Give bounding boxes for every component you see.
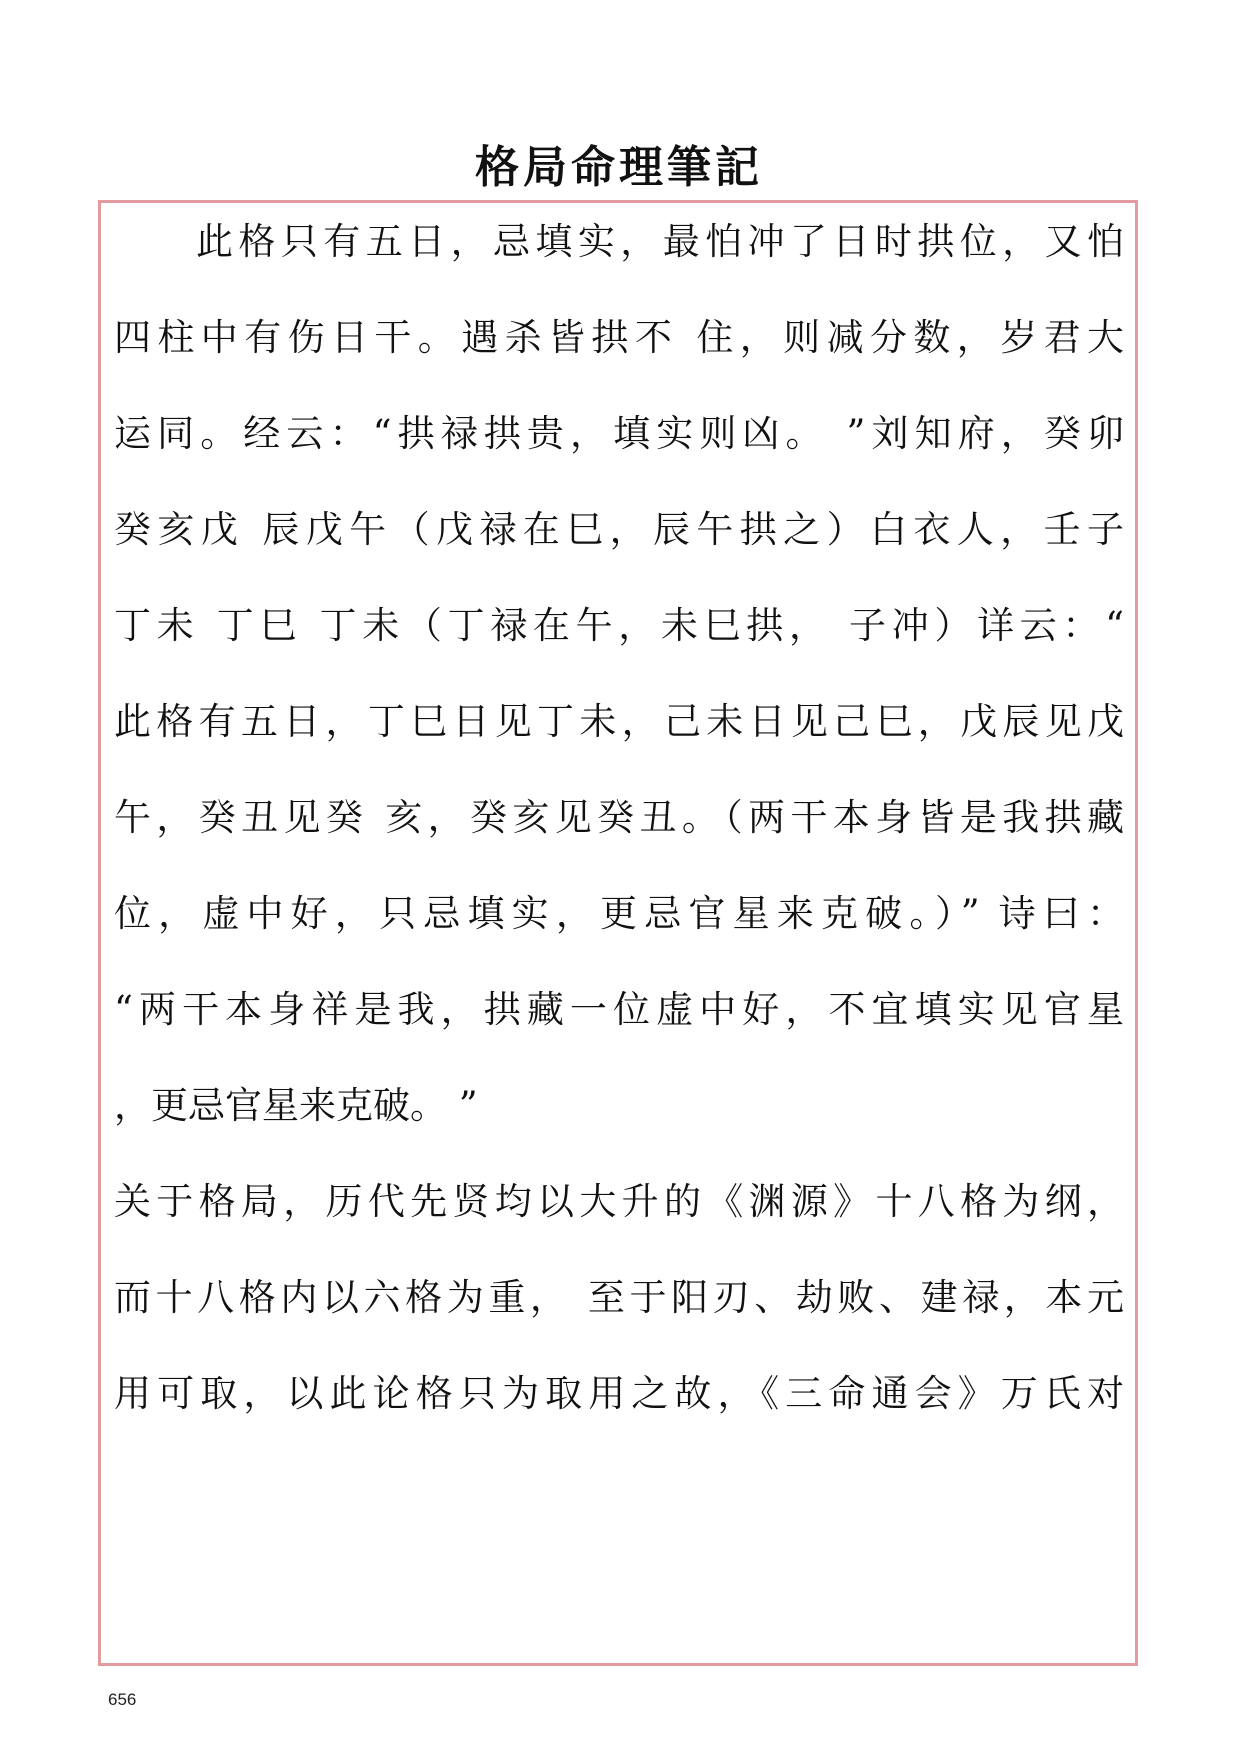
text-line: 而十八格内以六格为重， 至于阳刃、劫败、建禄，本元 xyxy=(114,1276,1124,1319)
text-line: 癸亥戊 辰戊午（戊禄在巳，辰午拱之）白衣人，壬子 xyxy=(114,508,1124,551)
text-line: 关于格局，历代先贤均以大升的《渊源》十八格为纲， xyxy=(114,1180,1124,1223)
text-line: 用可取，以此论格只为取用之故，《三命通会》万氏对 xyxy=(114,1372,1124,1415)
text-line: ，更忌官星来克破。 ” xyxy=(114,1084,478,1127)
text-line: 丁未 丁巳 丁未（丁禄在午，未巳拱， 子冲）详云：“ xyxy=(114,604,1124,647)
text-line: 此格有五日，丁巳日见丁未，己未日见己巳，戊辰见戊 xyxy=(114,700,1124,743)
text-line: 午，癸丑见癸 亥，癸亥见癸丑。（两干本身皆是我拱藏 xyxy=(114,796,1124,839)
page-number: 656 xyxy=(108,1690,137,1709)
text-line: 运同。经云：“拱禄拱贵，填实则凶。 ”刘知府，癸卯 xyxy=(114,412,1124,455)
text-line: “两干本身祥是我，拱藏一位虚中好，不宜填实见官星 xyxy=(114,988,1124,1031)
page-title: 格局命理筆記 xyxy=(475,142,763,193)
text-line: 位，虚中好，只忌填实，更忌官星来克破。）” 诗曰： xyxy=(114,892,1124,935)
text-line: 四柱中有伤日干。遇杀皆拱不 住，则减分数，岁君大 xyxy=(114,316,1124,359)
text-line: 此格只有五日，忌填实，最怕冲了日时拱位，又怕 xyxy=(196,220,1124,263)
